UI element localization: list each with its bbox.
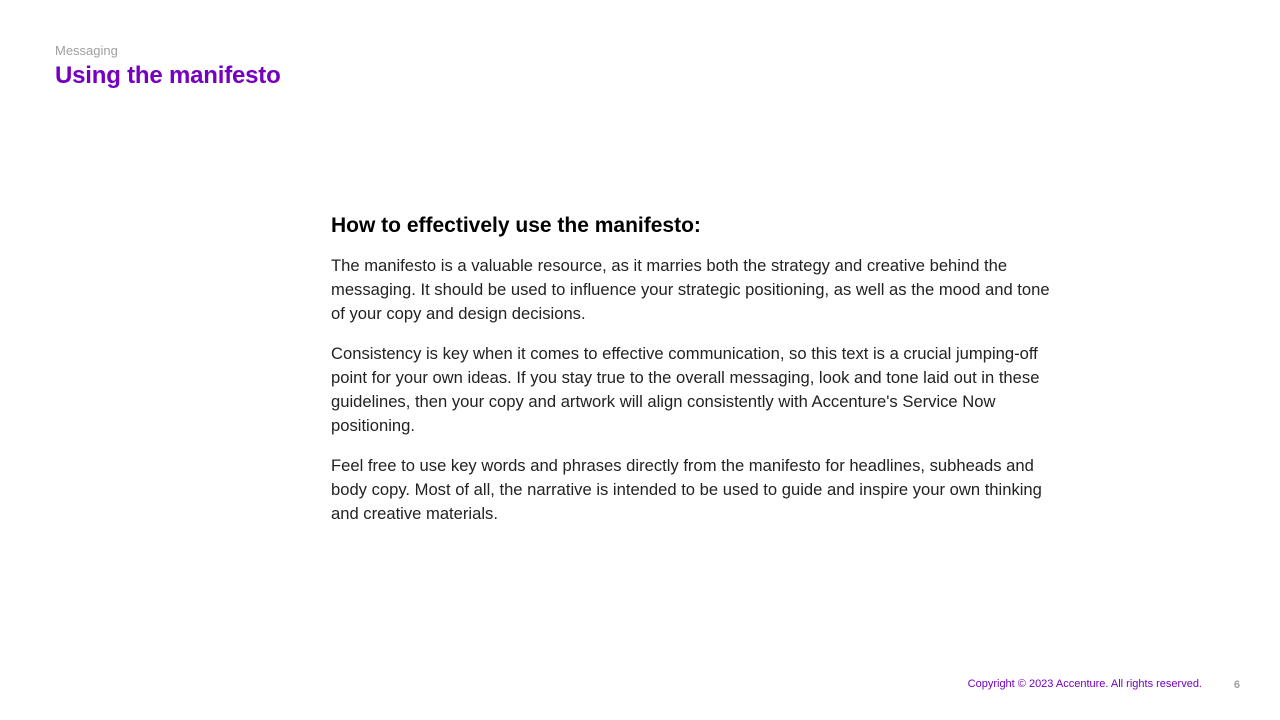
content-block (331, 212, 1051, 542)
paragraph-strategy: The manifesto is a valuable resource, as it marries both the strategy and creative behind the messaging. It should be used to influence your strategic positioning, as well as the mood and tone of your copy and design decisions. (331, 256, 1050, 323)
paragraph-consistency: Consistency is key when it comes to effective communication, so this text is a crucial jumping-off point for your own ideas. If you stay true to the overall messaging, look and tone laid out in these guidelines, then your copy and artwork will align consistently with Accenture's Service Now positioning. (331, 344, 1040, 435)
content-heading: How to effectively use the manifesto: (331, 214, 701, 237)
page-number: 6 (1233, 679, 1240, 691)
page-title: Using the manifesto (55, 62, 281, 89)
footer-copyright: Copyright © 2023 Accenture. All rights reserved. (967, 678, 1202, 690)
paragraph-usage: Feel free to use key words and phrases directly from the manifesto for headlines, subheads and body copy. Most of all, the narrative is intended to be used to guide and inspire your own thinking and creative materials. (331, 456, 1042, 523)
section-label: Messaging (55, 43, 118, 58)
